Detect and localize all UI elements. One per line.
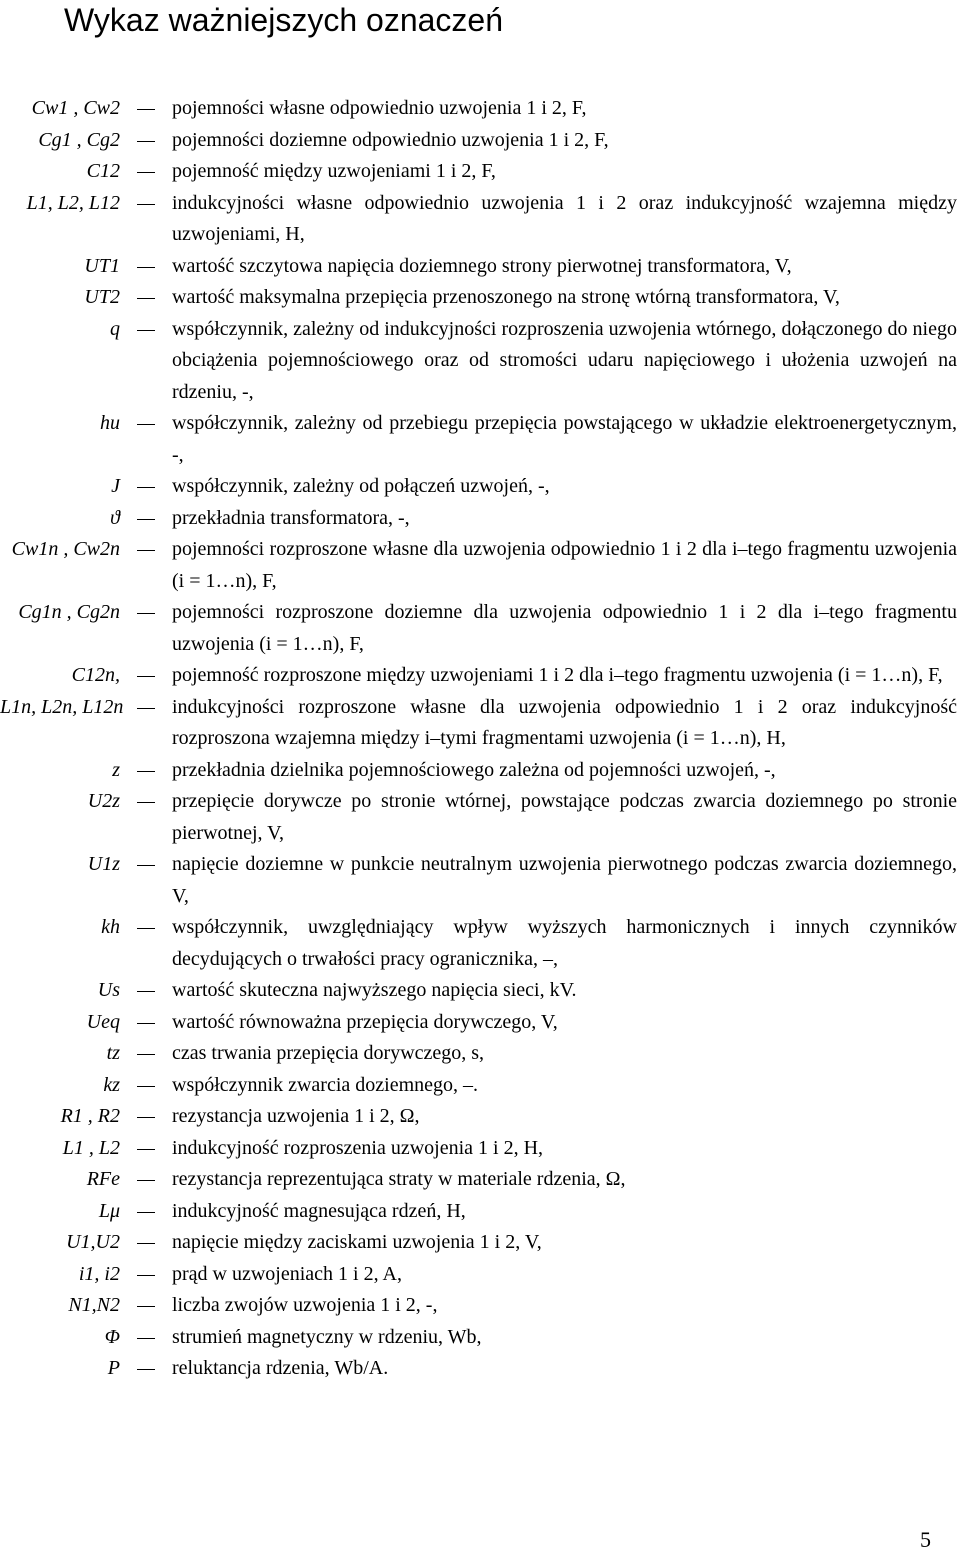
description: współczynnik, zależny od przebiegu przepięcia powstającego w układzie elektroenergetycznym, -, <box>172 412 957 466</box>
dash <box>120 1038 172 1070</box>
dash <box>120 282 172 314</box>
dash <box>120 1101 172 1133</box>
description: napięcie doziemne w punkcie neutralnym uzwojenia pierwotnego podczas zwarcia doziemnego, V, <box>172 853 957 907</box>
list-item <box>0 786 960 849</box>
list-item <box>0 1353 960 1385</box>
symbol: C12n, <box>71 664 120 686</box>
dash <box>120 1353 172 1385</box>
symbol: i1, i2 <box>78 1262 120 1285</box>
description: reluktancja rdzenia, Wb/A. <box>172 1357 389 1379</box>
list-item <box>0 471 960 503</box>
dash <box>120 534 172 597</box>
description: przepięcie dorywcze po stronie wtórnej, powstające podczas zwarcia doziemnego po stronie pierwotnej, V, <box>172 790 957 844</box>
symbol: Cg1 , Cg2 <box>38 128 120 151</box>
dash <box>120 93 172 125</box>
description: rezystancja reprezentująca straty w materiale rdzenia, Ω, <box>172 1168 626 1190</box>
list-item <box>0 1038 960 1070</box>
description: napięcie między zaciskami uzwojenia 1 i 2, V, <box>172 1231 542 1253</box>
symbol: L1, L2, L12 <box>26 191 120 214</box>
description: pojemność między uzwojeniami 1 i 2, F, <box>172 160 496 182</box>
description: wartość skuteczna najwyższego napięcia sieci, kV. <box>172 979 577 1001</box>
symbol: U1z <box>87 853 120 875</box>
description: pojemność rozproszone między uzwojeniami 1 i 2 dla i–tego fragmentu uzwojenia (i = 1…n), F, <box>172 664 943 686</box>
description: prąd w uzwojeniach 1 i 2, A, <box>172 1262 402 1285</box>
description: pojemności własne odpowiednio uzwojenia 1 i 2, F, <box>172 97 587 119</box>
symbol: hu <box>100 412 120 434</box>
list-item <box>0 503 960 535</box>
symbol: L1 , L2 <box>62 1136 120 1159</box>
symbol: J <box>111 475 120 497</box>
list-item <box>0 251 960 283</box>
symbol: Cw1n , Cw2n <box>11 538 120 560</box>
list-item <box>0 975 960 1007</box>
dash <box>120 314 172 409</box>
list-item <box>0 1007 960 1039</box>
dash <box>120 1290 172 1322</box>
symbol: N1,N2 <box>68 1294 120 1316</box>
list-item <box>0 1259 960 1291</box>
dash <box>120 597 172 660</box>
description: indukcyjność rozproszenia uzwojenia 1 i 2, H, <box>172 1136 544 1159</box>
dash <box>120 1164 172 1196</box>
description: indukcyjności rozproszone własne dla uzwojenia odpowiednio 1 i 2 oraz indukcyjność rozproszona wzajemna między i–tymi fragmentami uzwojenia (i = 1…n), H, <box>172 695 957 749</box>
list-item <box>0 534 960 597</box>
dash <box>120 1070 172 1102</box>
description: przekładnia dzielnika pojemnościowego zależna od pojemności uzwojeń, -, <box>172 758 776 781</box>
dash <box>120 471 172 503</box>
list-item <box>0 692 960 755</box>
symbol: L1n, L2n, L12n <box>0 695 124 718</box>
symbol: U2z <box>87 790 120 812</box>
description: rezystancja uzwojenia 1 i 2, Ω, <box>172 1105 420 1127</box>
dash <box>120 1196 172 1228</box>
dash <box>120 912 172 975</box>
dash <box>120 786 172 849</box>
symbol: Us <box>97 979 120 1001</box>
list-item <box>0 1322 960 1354</box>
dash <box>120 849 172 912</box>
list-item <box>0 125 960 157</box>
description: współczynnik, zależny od połączeń uzwojeń, -, <box>172 475 550 497</box>
symbol: ϑ <box>110 506 120 529</box>
dash <box>120 125 172 157</box>
symbol-list <box>0 93 960 1385</box>
list-item <box>0 1290 960 1322</box>
symbol: kz <box>103 1073 120 1096</box>
symbol: UT2 <box>84 286 120 308</box>
description: pojemności rozproszone doziemne dla uzwojenia odpowiednio 1 i 2 dla i–tego fragmentu uzwojenia (i = 1…n), F, <box>172 601 957 655</box>
description: wartość szczytowa napięcia doziemnego strony pierwotnej transformatora, V, <box>172 254 792 277</box>
symbol: Φ <box>104 1325 120 1348</box>
symbol: Ueq <box>86 1010 120 1033</box>
list-item <box>0 188 960 251</box>
dash <box>120 975 172 1007</box>
list-item <box>0 156 960 188</box>
list-item <box>0 93 960 125</box>
list-item <box>0 912 960 975</box>
symbol: Cw1 , Cw2 <box>31 97 120 119</box>
description: współczynnik, uwzględniający wpływ wyższych harmonicznych i innych czynników decydujących o trwałości pracy ogranicznika, –, <box>172 916 957 970</box>
description: wartość maksymalna przepięcia przenoszonego na stronę wtórną transformatora, V, <box>172 286 840 308</box>
dash <box>120 1259 172 1291</box>
description: liczba zwojów uzwojenia 1 i 2, -, <box>172 1294 438 1316</box>
dash <box>120 1133 172 1165</box>
description: strumień magnetyczny w rdzeniu, Wb, <box>172 1325 482 1348</box>
list-item <box>0 282 960 314</box>
list-item <box>0 1164 960 1196</box>
symbol: R1 , R2 <box>60 1105 120 1127</box>
symbol: tz <box>106 1042 120 1064</box>
dash <box>120 1322 172 1354</box>
dash <box>120 1227 172 1259</box>
list-item <box>0 849 960 912</box>
list-item <box>0 408 960 471</box>
description: współczynnik, zależny od indukcyjności rozproszenia uzwojenia wtórnego, dołączonego do niego obciążenia pojemnościowego oraz od stromości udaru napięciowego i ułożenia uzwojeń na rdzeniu, -, <box>172 317 957 403</box>
dash <box>120 251 172 283</box>
dash <box>120 660 172 692</box>
description: pojemności rozproszone własne dla uzwojenia odpowiednio 1 i 2 dla i–tego fragmentu uzwojenia (i = 1…n), F, <box>172 538 957 592</box>
symbol: kh <box>101 916 120 938</box>
description: wartość równoważna przepięcia dorywczego, V, <box>172 1010 558 1033</box>
symbol: U1,U2 <box>66 1231 120 1253</box>
page-number: 5 <box>920 1527 931 1552</box>
symbol: q <box>110 317 120 340</box>
dash <box>120 408 172 471</box>
symbol: Lμ <box>98 1199 120 1222</box>
list-item <box>0 1133 960 1165</box>
dash <box>120 156 172 188</box>
symbol: RFe <box>86 1168 120 1190</box>
symbol: P <box>107 1357 120 1379</box>
list-item <box>0 314 960 409</box>
list-item <box>0 1196 960 1228</box>
description: pojemności doziemne odpowiednio uzwojenia 1 i 2, F, <box>172 128 609 151</box>
list-item <box>0 755 960 787</box>
description: współczynnik zwarcia doziemnego, –. <box>172 1073 479 1096</box>
dash <box>120 188 172 251</box>
list-item <box>0 597 960 660</box>
dash <box>120 692 172 755</box>
dash <box>120 755 172 787</box>
description: indukcyjności własne odpowiednio uzwojenia 1 i 2 oraz indukcyjność wzajemna między uzwojeniami, H, <box>172 191 957 245</box>
symbol: C12 <box>86 160 120 182</box>
list-item <box>0 1101 960 1133</box>
description: czas trwania przepięcia dorywczego, s, <box>172 1042 485 1064</box>
dash <box>120 1007 172 1039</box>
dash <box>120 503 172 535</box>
symbol: UT1 <box>84 254 120 277</box>
description: indukcyjność magnesująca rdzeń, H, <box>172 1199 466 1222</box>
description: przekładnia transformatora, -, <box>172 506 410 529</box>
page-title: Wykaz ważniejszych oznaczeń <box>64 2 503 38</box>
symbol: z <box>112 758 120 781</box>
symbol: Cg1n , Cg2n <box>18 601 120 623</box>
list-item <box>0 1227 960 1259</box>
list-item <box>0 660 960 692</box>
list-item <box>0 1070 960 1102</box>
